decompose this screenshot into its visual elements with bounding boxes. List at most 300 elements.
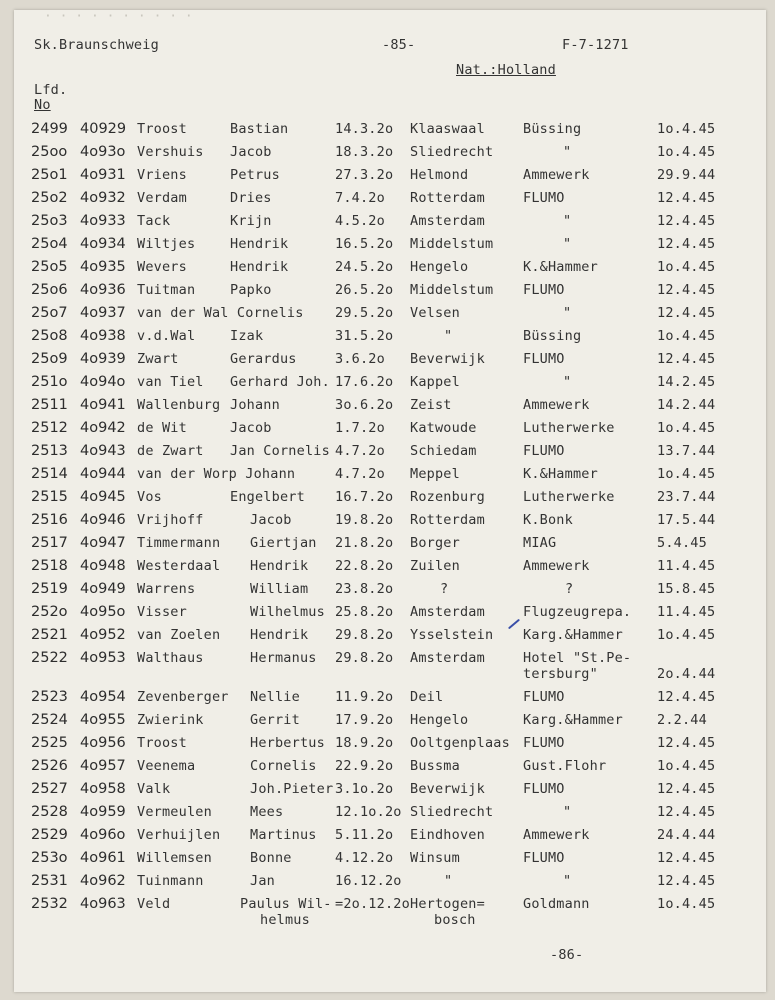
cell-date: 12.1o.2o bbox=[335, 804, 402, 820]
cell-num: 4o933 bbox=[80, 213, 126, 229]
cell-place: Amsterdam bbox=[410, 650, 485, 666]
table-row bbox=[14, 351, 766, 373]
table-row bbox=[14, 443, 766, 465]
cell-num: 4o95o bbox=[80, 604, 126, 620]
cell-num: 4o932 bbox=[80, 190, 126, 206]
cell-num: 4o939 bbox=[80, 351, 126, 367]
cell-given: Giertjan bbox=[250, 535, 317, 551]
cell-company: FLUMO bbox=[523, 735, 565, 751]
table-row bbox=[14, 512, 766, 534]
cell-given: William bbox=[250, 581, 309, 597]
cell-company-continued: tersburg" bbox=[523, 666, 598, 682]
cell-given: Gerrit bbox=[250, 712, 300, 728]
cell-company: " bbox=[563, 144, 572, 160]
cell-given: Izak bbox=[230, 328, 264, 344]
cell-end: 11.4.45 bbox=[657, 558, 716, 574]
cell-lfd: 2513 bbox=[31, 443, 68, 459]
cell-place: Beverwijk bbox=[410, 781, 485, 797]
cell-surname: Vrijhoff bbox=[137, 512, 204, 528]
cell-lfd: 25o8 bbox=[31, 328, 68, 344]
table-row bbox=[14, 305, 766, 327]
cell-end: 1o.4.45 bbox=[657, 627, 716, 643]
cell-lfd: 253o bbox=[31, 850, 68, 866]
cell-place: Middelstum bbox=[410, 236, 494, 252]
cell-end: 1o.4.45 bbox=[657, 466, 716, 482]
cell-given-continued: helmus bbox=[260, 912, 310, 928]
cell-surname: Zwierink bbox=[137, 712, 204, 728]
cell-lfd: 2528 bbox=[31, 804, 68, 820]
cell-end: 12.4.45 bbox=[657, 305, 716, 321]
cell-given: Papko bbox=[230, 282, 272, 298]
cell-given: Petrus bbox=[230, 167, 280, 183]
cell-place: Klaaswaal bbox=[410, 121, 485, 137]
cell-company: " bbox=[563, 873, 572, 889]
cell-place: Meppel bbox=[410, 466, 460, 482]
cell-end: 15.8.45 bbox=[657, 581, 716, 597]
cell-surname: Troost bbox=[137, 121, 187, 137]
cell-lfd: 2527 bbox=[31, 781, 68, 797]
cell-place: Amsterdam bbox=[410, 213, 485, 229]
cell-surname: Timmermann bbox=[137, 535, 221, 551]
cell-place: Rozenburg bbox=[410, 489, 485, 505]
cell-company: Lutherwerke bbox=[523, 420, 615, 436]
header-right: F-7-1271 bbox=[562, 37, 629, 53]
cell-date: 21.8.2o bbox=[335, 535, 394, 551]
cell-date: 19.8.2o bbox=[335, 512, 394, 528]
cell-lfd: 25o5 bbox=[31, 259, 68, 275]
cell-place: Amsterdam bbox=[410, 604, 485, 620]
cell-num: 4o954 bbox=[80, 689, 126, 705]
cell-surname: Visser bbox=[137, 604, 187, 620]
cell-date: 16.7.2o bbox=[335, 489, 394, 505]
table-row bbox=[14, 489, 766, 511]
cell-num: 4o941 bbox=[80, 397, 126, 413]
cell-date: 29.8.2o bbox=[335, 650, 394, 666]
cell-num: 4o943 bbox=[80, 443, 126, 459]
table-row bbox=[14, 735, 766, 757]
cell-num: 40929 bbox=[80, 121, 127, 137]
cell-surname: Tuinmann bbox=[137, 873, 204, 889]
cell-place: Ysselstein bbox=[410, 627, 494, 643]
cell-num: 4o962 bbox=[80, 873, 126, 889]
cell-place: Hengelo bbox=[410, 712, 469, 728]
cell-num: 4o936 bbox=[80, 282, 126, 298]
cell-lfd: 2518 bbox=[31, 558, 68, 574]
cell-surname: Vos bbox=[137, 489, 162, 505]
cell-surname: Veenema bbox=[137, 758, 196, 774]
cell-end: 14.2.44 bbox=[657, 397, 716, 413]
cell-surname: Walthaus bbox=[137, 650, 204, 666]
cell-num: 4o959 bbox=[80, 804, 126, 820]
cell-surname: Valk bbox=[137, 781, 171, 797]
cell-given: Jan bbox=[250, 873, 275, 889]
cell-end: 12.4.45 bbox=[657, 213, 716, 229]
footer-page-number: -86- bbox=[550, 947, 584, 963]
cell-company: ? bbox=[565, 581, 574, 597]
cell-lfd: 252o bbox=[31, 604, 68, 620]
cell-num: 4o944 bbox=[80, 466, 126, 482]
cell-end: 11.4.45 bbox=[657, 604, 716, 620]
cell-date: 24.5.2o bbox=[335, 259, 394, 275]
header-left: Sk.Braunschweig bbox=[34, 37, 159, 53]
cell-surname: van Tiel bbox=[137, 374, 204, 390]
cell-date: 27.3.2o bbox=[335, 167, 394, 183]
cell-end: 24.4.44 bbox=[657, 827, 716, 843]
cell-date: 4.7.2o bbox=[335, 466, 385, 482]
cell-surname: Willemsen bbox=[137, 850, 212, 866]
cell-given: Herbertus bbox=[250, 735, 325, 751]
cell-company: FLUMO bbox=[523, 351, 565, 367]
cell-place: Middelstum bbox=[410, 282, 494, 298]
cell-surname: Vershuis bbox=[137, 144, 204, 160]
cell-end: 5.4.45 bbox=[657, 535, 707, 551]
table-row bbox=[14, 374, 766, 396]
cell-num: 4o952 bbox=[80, 627, 126, 643]
table-row bbox=[14, 873, 766, 895]
cell-company: " bbox=[563, 374, 572, 390]
cell-surname: van der Worp Johann bbox=[137, 466, 296, 482]
cell-place: Hertogen= bbox=[410, 896, 485, 912]
cell-company: Ammewerk bbox=[523, 558, 590, 574]
cell-company: Goldmann bbox=[523, 896, 590, 912]
cell-surname: Verdam bbox=[137, 190, 187, 206]
cell-given: Jacob bbox=[250, 512, 292, 528]
cell-date: 29.5.2o bbox=[335, 305, 394, 321]
cell-date: 22.8.2o bbox=[335, 558, 394, 574]
cell-place: Katwoude bbox=[410, 420, 477, 436]
cell-date: 31.5.2o bbox=[335, 328, 394, 344]
cell-company: " bbox=[563, 305, 572, 321]
cell-surname: Westerdaal bbox=[137, 558, 221, 574]
cell-company: Karg.&Hammer bbox=[523, 712, 623, 728]
cell-num: 4o935 bbox=[80, 259, 126, 275]
cell-company: " bbox=[563, 804, 572, 820]
cell-given: Mees bbox=[250, 804, 284, 820]
cell-given: Gerardus bbox=[230, 351, 297, 367]
cell-company: Flugzeugrepa. bbox=[523, 604, 632, 620]
cell-surname: Vermeulen bbox=[137, 804, 212, 820]
cell-num: 4o958 bbox=[80, 781, 126, 797]
cell-date: 16.12.2o bbox=[335, 873, 402, 889]
cell-lfd: 2512 bbox=[31, 420, 68, 436]
cell-company: FLUMO bbox=[523, 781, 565, 797]
cell-company: Hotel "St.Pe- bbox=[523, 650, 632, 666]
cell-surname: Veld bbox=[137, 896, 171, 912]
cell-date: 29.8.2o bbox=[335, 627, 394, 643]
cell-place: Velsen bbox=[410, 305, 460, 321]
cell-given: Hendrik bbox=[250, 558, 309, 574]
cell-lfd: 2525 bbox=[31, 735, 68, 751]
cell-end: 12.4.45 bbox=[657, 850, 716, 866]
cell-company: Ammewerk bbox=[523, 167, 590, 183]
cell-company: K.Bonk bbox=[523, 512, 573, 528]
cell-lfd: 25oo bbox=[31, 144, 68, 160]
cell-given: Hendrik bbox=[230, 236, 289, 252]
table-row bbox=[14, 604, 766, 626]
cell-end: 1o.4.45 bbox=[657, 144, 716, 160]
cell-surname: de Wit bbox=[137, 420, 187, 436]
cell-date: 5.11.2o bbox=[335, 827, 394, 843]
cell-given: Jan Cornelis bbox=[230, 443, 330, 459]
cell-place: Kappel bbox=[410, 374, 460, 390]
cell-num: 4o961 bbox=[80, 850, 126, 866]
cell-given: Bastian bbox=[230, 121, 289, 137]
cell-place: " bbox=[444, 873, 453, 889]
column-label-lfd: Lfd. bbox=[34, 82, 68, 98]
table-row bbox=[14, 827, 766, 849]
cell-place: " bbox=[444, 328, 453, 344]
cell-num: 4o934 bbox=[80, 236, 126, 252]
cell-end: 12.4.45 bbox=[657, 351, 716, 367]
cell-company: K.&Hammer bbox=[523, 259, 598, 275]
cell-lfd: 2521 bbox=[31, 627, 68, 643]
cell-place: ? bbox=[440, 581, 449, 597]
cell-place: Schiedam bbox=[410, 443, 477, 459]
cell-num: 4o93o bbox=[80, 144, 126, 160]
cell-surname: Zevenberger bbox=[137, 689, 229, 705]
cell-end: 12.4.45 bbox=[657, 781, 716, 797]
cell-end: 12.4.45 bbox=[657, 735, 716, 751]
table-row bbox=[14, 581, 766, 603]
cell-num: 4o945 bbox=[80, 489, 126, 505]
table-row bbox=[14, 627, 766, 649]
cell-place: Helmond bbox=[410, 167, 469, 183]
cell-date: 1.7.2o bbox=[335, 420, 385, 436]
cell-date: 23.8.2o bbox=[335, 581, 394, 597]
cell-company: Karg.&Hammer bbox=[523, 627, 623, 643]
cell-date: 16.5.2o bbox=[335, 236, 394, 252]
cell-end: 1o.4.45 bbox=[657, 896, 716, 912]
cell-company: Gust.Flohr bbox=[523, 758, 607, 774]
cell-num: 4o938 bbox=[80, 328, 126, 344]
cell-date: 18.3.2o bbox=[335, 144, 394, 160]
table-row bbox=[14, 535, 766, 557]
table-row bbox=[14, 781, 766, 803]
cell-lfd: 2529 bbox=[31, 827, 68, 843]
cell-lfd: 2532 bbox=[31, 896, 68, 912]
cell-given: Nellie bbox=[250, 689, 300, 705]
table-row bbox=[14, 712, 766, 734]
table-row bbox=[14, 650, 766, 682]
cell-place: Ooltgenplaas bbox=[410, 735, 510, 751]
cell-surname: van Zoelen bbox=[137, 627, 221, 643]
cell-date: 17.9.2o bbox=[335, 712, 394, 728]
cell-given: Jacob bbox=[230, 144, 272, 160]
table-row bbox=[14, 758, 766, 780]
cell-num: 4o957 bbox=[80, 758, 126, 774]
cell-end: 14.2.45 bbox=[657, 374, 716, 390]
cell-lfd: 2519 bbox=[31, 581, 68, 597]
cell-num: 4o946 bbox=[80, 512, 126, 528]
cell-end: 12.4.45 bbox=[657, 282, 716, 298]
cell-date: 11.9.2o bbox=[335, 689, 394, 705]
table-row bbox=[14, 282, 766, 304]
cell-end: 2o.4.44 bbox=[657, 666, 716, 682]
cell-given: Martinus bbox=[250, 827, 317, 843]
cell-lfd: 25o7 bbox=[31, 305, 68, 321]
cell-given: Paulus Wil- bbox=[240, 896, 332, 912]
cell-place: Rotterdam bbox=[410, 190, 485, 206]
cell-date: 3o.6.2o bbox=[335, 397, 394, 413]
bleed-through-marks: · · · · · · · · · · bbox=[44, 9, 193, 24]
cell-company: MIAG bbox=[523, 535, 557, 551]
cell-given: Krijn bbox=[230, 213, 272, 229]
cell-given: Wilhelmus bbox=[250, 604, 325, 620]
cell-num: 4o942 bbox=[80, 420, 126, 436]
table-row bbox=[14, 121, 766, 143]
cell-date: 4.5.2o bbox=[335, 213, 385, 229]
cell-date: =2o.12.2o bbox=[335, 896, 410, 912]
cell-place: Eindhoven bbox=[410, 827, 485, 843]
cell-date: 25.8.2o bbox=[335, 604, 394, 620]
cell-given: Jacob bbox=[230, 420, 272, 436]
cell-surname: de Zwart bbox=[137, 443, 204, 459]
cell-date: 22.9.2o bbox=[335, 758, 394, 774]
cell-company: Ammewerk bbox=[523, 827, 590, 843]
cell-given: Engelbert bbox=[230, 489, 305, 505]
cell-surname: v.d.Wal bbox=[137, 328, 196, 344]
cell-end: 1o.4.45 bbox=[657, 259, 716, 275]
cell-surname: Verhuijlen bbox=[137, 827, 221, 843]
cell-company: Büssing bbox=[523, 121, 582, 137]
cell-end: 17.5.44 bbox=[657, 512, 716, 528]
cell-place-continued: bosch bbox=[434, 912, 476, 928]
cell-company: FLUMO bbox=[523, 443, 565, 459]
cell-end: 1o.4.45 bbox=[657, 758, 716, 774]
cell-company: FLUMO bbox=[523, 689, 565, 705]
cell-date: 7.4.2o bbox=[335, 190, 385, 206]
cell-company: Büssing bbox=[523, 328, 582, 344]
cell-lfd: 2517 bbox=[31, 535, 68, 551]
cell-place: Zuilen bbox=[410, 558, 460, 574]
cell-given: Hermanus bbox=[250, 650, 317, 666]
cell-place: Deil bbox=[410, 689, 444, 705]
cell-place: Sliedrecht bbox=[410, 804, 494, 820]
cell-lfd: 2511 bbox=[31, 397, 68, 413]
cell-company: FLUMO bbox=[523, 190, 565, 206]
header-nationality: Nat.:Holland bbox=[456, 62, 556, 78]
cell-surname: Warrens bbox=[137, 581, 196, 597]
cell-lfd: 25o6 bbox=[31, 282, 68, 298]
cell-given: Bonne bbox=[250, 850, 292, 866]
cell-end: 1o.4.45 bbox=[657, 328, 716, 344]
cell-num: 4o949 bbox=[80, 581, 126, 597]
cell-place: Borger bbox=[410, 535, 460, 551]
cell-surname: Wevers bbox=[137, 259, 187, 275]
table-row bbox=[14, 144, 766, 166]
cell-place: Sliedrecht bbox=[410, 144, 494, 160]
table-row bbox=[14, 420, 766, 442]
table-row bbox=[14, 689, 766, 711]
cell-end: 1o.4.45 bbox=[657, 420, 716, 436]
cell-lfd: 2516 bbox=[31, 512, 68, 528]
cell-num: 4o955 bbox=[80, 712, 126, 728]
cell-company: Ammewerk bbox=[523, 397, 590, 413]
cell-given: Hendrik bbox=[250, 627, 309, 643]
cell-num: 4o931 bbox=[80, 167, 126, 183]
cell-lfd: 251o bbox=[31, 374, 68, 390]
cell-surname: Troost bbox=[137, 735, 187, 751]
cell-num: 4o94o bbox=[80, 374, 126, 390]
cell-place: Zeist bbox=[410, 397, 452, 413]
cell-lfd: 2515 bbox=[31, 489, 68, 505]
cell-num: 4o948 bbox=[80, 558, 126, 574]
cell-lfd: 2531 bbox=[31, 873, 68, 889]
cell-surname: Vriens bbox=[137, 167, 187, 183]
cell-company: Lutherwerke bbox=[523, 489, 615, 505]
cell-lfd: 2514 bbox=[31, 466, 68, 482]
cell-place: Hengelo bbox=[410, 259, 469, 275]
cell-end: 12.4.45 bbox=[657, 689, 716, 705]
document-page bbox=[14, 10, 766, 992]
table-row bbox=[14, 328, 766, 350]
cell-date: 26.5.2o bbox=[335, 282, 394, 298]
cell-date: 3.1o.2o bbox=[335, 781, 394, 797]
table-row bbox=[14, 896, 766, 928]
cell-num: 4o96o bbox=[80, 827, 126, 843]
cell-lfd: 2526 bbox=[31, 758, 68, 774]
table-row bbox=[14, 167, 766, 189]
cell-place: Beverwijk bbox=[410, 351, 485, 367]
cell-given: Gerhard Joh. bbox=[230, 374, 330, 390]
cell-lfd: 25o2 bbox=[31, 190, 68, 206]
table-row bbox=[14, 850, 766, 872]
cell-lfd: 25o9 bbox=[31, 351, 68, 367]
cell-surname: Tuitman bbox=[137, 282, 196, 298]
cell-surname: Zwart bbox=[137, 351, 179, 367]
cell-surname: van der Wal Cornelis bbox=[137, 305, 304, 321]
table-row bbox=[14, 259, 766, 281]
cell-company: FLUMO bbox=[523, 850, 565, 866]
cell-company: " bbox=[563, 236, 572, 252]
column-label-no: No bbox=[34, 97, 51, 113]
cell-surname: Wallenburg bbox=[137, 397, 221, 413]
cell-num: 4o953 bbox=[80, 650, 126, 666]
cell-place: Winsum bbox=[410, 850, 460, 866]
cell-given: Johann bbox=[230, 397, 280, 413]
cell-end: 29.9.44 bbox=[657, 167, 716, 183]
cell-date: 14.3.2o bbox=[335, 121, 394, 137]
cell-given: Hendrik bbox=[230, 259, 289, 275]
cell-end: 12.4.45 bbox=[657, 873, 716, 889]
table-row bbox=[14, 190, 766, 212]
cell-place: Bussma bbox=[410, 758, 460, 774]
cell-date: 17.6.2o bbox=[335, 374, 394, 390]
table-row bbox=[14, 466, 766, 488]
table-row bbox=[14, 236, 766, 258]
cell-surname: Wiltjes bbox=[137, 236, 196, 252]
cell-end: 12.4.45 bbox=[657, 236, 716, 252]
cell-end: 23.7.44 bbox=[657, 489, 716, 505]
cell-end: 2.2.44 bbox=[657, 712, 707, 728]
cell-end: 1o.4.45 bbox=[657, 121, 716, 137]
cell-given: Dries bbox=[230, 190, 272, 206]
cell-lfd: 25o3 bbox=[31, 213, 68, 229]
cell-given: Cornelis bbox=[250, 758, 317, 774]
cell-company: FLUMO bbox=[523, 282, 565, 298]
cell-lfd: 2523 bbox=[31, 689, 68, 705]
cell-num: 4o963 bbox=[80, 896, 126, 912]
table-row bbox=[14, 804, 766, 826]
cell-company: " bbox=[563, 213, 572, 229]
cell-lfd: 25o4 bbox=[31, 236, 68, 252]
cell-company: K.&Hammer bbox=[523, 466, 598, 482]
cell-lfd: 2499 bbox=[31, 121, 68, 137]
table-row bbox=[14, 213, 766, 235]
cell-date: 4.7.2o bbox=[335, 443, 385, 459]
cell-num: 4o956 bbox=[80, 735, 126, 751]
cell-surname: Tack bbox=[137, 213, 171, 229]
